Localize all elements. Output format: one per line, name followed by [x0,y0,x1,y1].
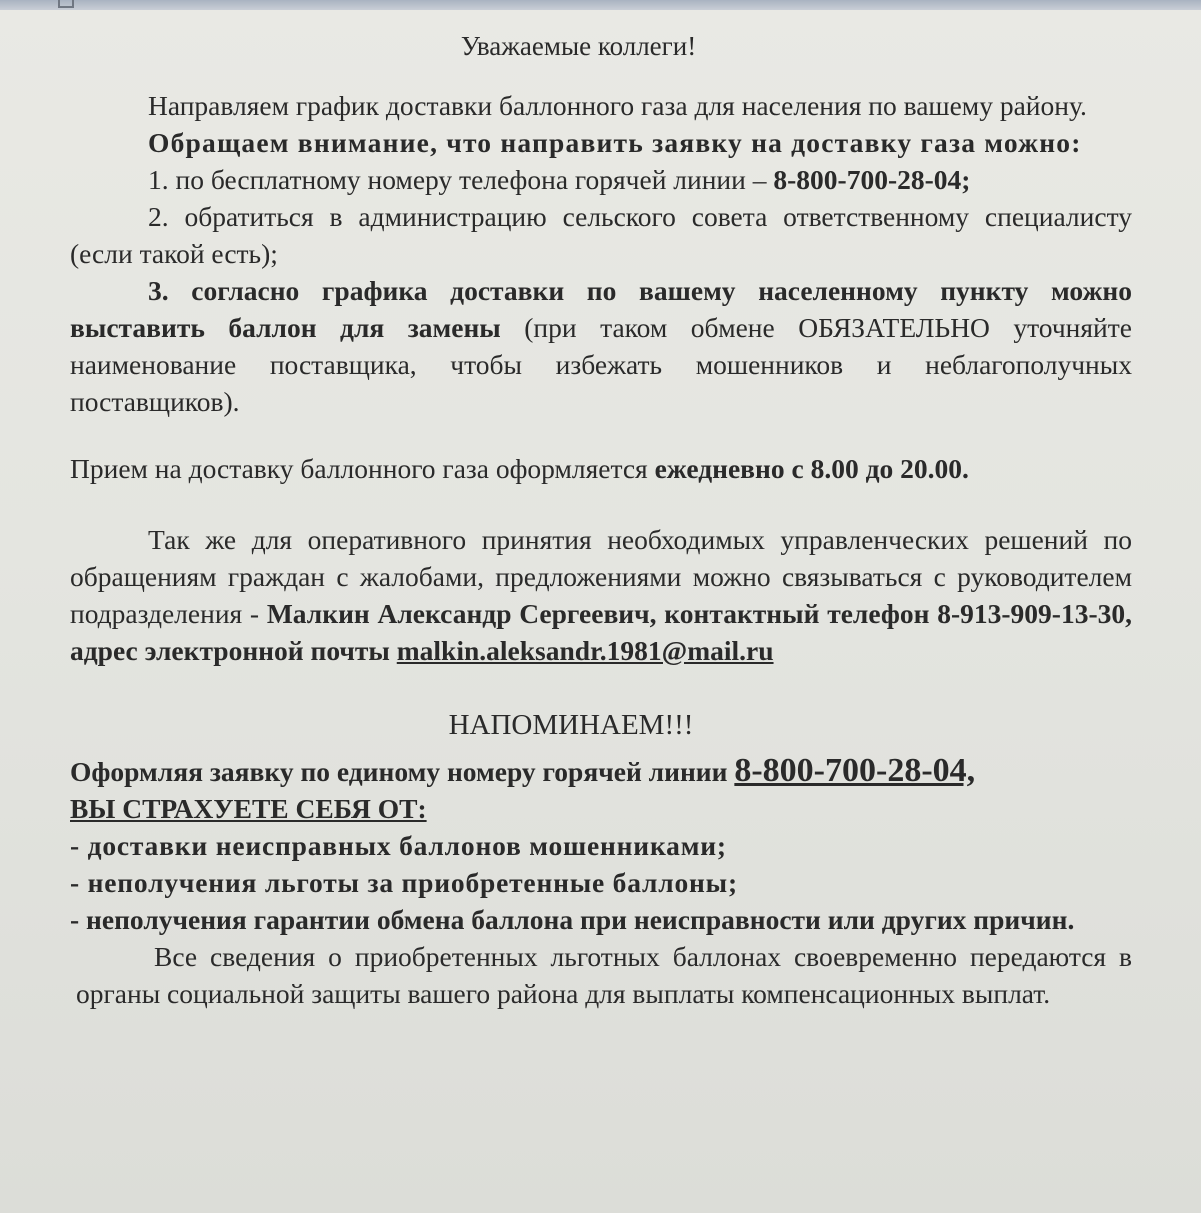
option-3-bold: 3. согласно графика доставки по вашему населенному пункту можно выставить баллон для замены [70,275,1132,343]
final-paragraph: Все сведения о приобретенных льготных баллонах своевременно передаются в органы социальной защиты вашего района для выплаты компенсационных выплат. [76,941,1132,1009]
remind-text: Оформляя заявку по единому номеру горячей линии [70,756,735,787]
contact-text: Так же для оперативного принятия необходимых управленческих решений по обращениям граждан с жалобами, предложениями можно связываться с руководителем подразделения - [70,524,1132,629]
option-1 [70,161,1132,198]
remind-paragraph [70,752,1132,790]
intro-paragraph: Направляем график доставки баллонного газа для населения по вашему району. [148,90,1087,121]
greeting-title: Уважаемые коллеги! [460,31,697,61]
risk-item-3: - неполучения гарантии обмена баллона при неисправности или других причин. [70,904,1075,935]
option-3 [70,272,1132,420]
risk-item-2: - неполучения льготы за приобретенные баллоны; [70,867,738,898]
option-3-caps: ОБЯЗАТЕЛЬНО [798,312,990,343]
hotline-phone: 8-800-700-28-04; [773,164,971,195]
attention-paragraph: Обращаем внимание, что направить заявку на доставку газа можно: [148,127,1082,158]
option-2: 2. обратиться в администрацию сельского совета ответственному специалисту (если такой есть); [70,201,1132,269]
letter-body [70,28,1132,1012]
reception-paragraph [70,450,1132,487]
window-top-edge [0,0,1201,10]
option-3-tail: уточняйте наименование поставщика, чтобы избежать мошенников и неблагополучных поставщиков). [70,312,1132,417]
contact-person: Малкин Александр Сергеевич, контактный телефон 8-913-909-13-30, адрес электронной почты [70,598,1133,666]
insure-heading: ВЫ СТРАХУЕТЕ СЕБЯ ОТ: [70,793,427,824]
remind-heading: НАПОМИНАЕМ!!! [448,709,694,741]
window-control-icon [58,0,74,8]
remind-hotline-phone: 8-800-700-28-04, [734,752,976,789]
contact-paragraph [70,521,1132,669]
reception-text: Прием на доставку баллонного газа оформляется [70,453,655,484]
option-3-mid: (при таком обмене [500,312,799,343]
contact-email-link[interactable]: malkin.aleksandr.1981@mail.ru [396,635,774,666]
option-1-text: 1. по бесплатному номеру телефона горячей линии – [148,164,774,195]
reception-hours: ежедневно с 8.00 до 20.00. [654,453,969,484]
risk-item-1: - доставки неисправных баллонов мошенниками; [70,830,727,861]
